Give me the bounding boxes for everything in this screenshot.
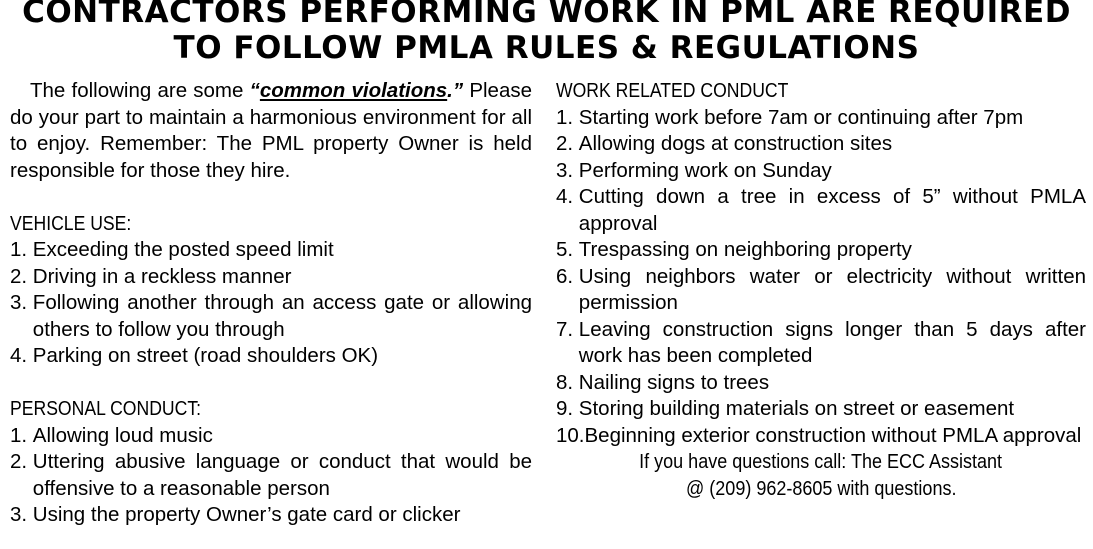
list-item <box>10 343 532 370</box>
contact-line-2: @ (209) 962-8605 with questions. <box>685 477 957 500</box>
item-number: 1. <box>10 238 33 261</box>
item-text: Trespassing on neighboring property <box>578 238 912 261</box>
item-number: 3. <box>10 503 33 526</box>
work-conduct-list <box>556 105 1086 450</box>
item-number: 10. <box>556 423 585 447</box>
item-number: 1. <box>556 105 579 129</box>
work-conduct-heading: WORK RELATED CONDUCT <box>556 80 789 102</box>
item-text: Storing building materials on street or easement <box>578 397 1015 420</box>
headline-line-2: TO FOLLOW PMLA RULES & REGULATIONS <box>173 30 920 66</box>
item-text: Using neighbors water or electricity without written permission <box>578 264 1086 314</box>
intro-paragraph <box>10 78 532 184</box>
intro-emphasis: “common violations.” <box>249 79 464 102</box>
list-item <box>10 237 532 264</box>
vehicle-use-heading: VEHICLE USE: <box>10 212 132 235</box>
list-item <box>556 396 1086 423</box>
vehicle-use-list <box>10 237 532 370</box>
list-item <box>556 131 1086 158</box>
item-text: Exceeding the posted speed limit <box>32 238 334 261</box>
item-text: Performing work on Sunday <box>578 158 832 182</box>
item-text: Beginning exterior construction without PMLA approval <box>584 423 1082 447</box>
item-text: Using the property Owner’s gate card or clicker <box>32 503 461 526</box>
intro-body: Please do your part to maintain a harmonious environment for all to enjoy. Remember: The PML property Owner is held responsible for those they hire. <box>10 79 533 182</box>
item-number: 2. <box>10 264 33 288</box>
item-number: 7. <box>556 317 579 341</box>
item-text: Cutting down a tree in excess of 5” without PMLA approval <box>578 185 1086 235</box>
list-item <box>556 158 1086 185</box>
item-number: 1. <box>10 423 33 447</box>
item-text: Leaving construction signs longer than 5 days after work has been completed <box>578 317 1086 367</box>
item-text: Parking on street (road shoulders OK) <box>32 344 379 367</box>
personal-conduct-heading: PERSONAL CONDUCT: <box>10 398 202 420</box>
item-text: Allowing dogs at construction sites <box>578 132 893 155</box>
item-number: 3. <box>556 158 579 182</box>
item-number: 2. <box>10 450 33 473</box>
list-item <box>10 264 532 291</box>
item-text: Driving in a reckless manner <box>32 264 292 288</box>
list-item <box>10 449 532 502</box>
list-item <box>556 423 1086 450</box>
item-text: Starting work before 7am or continuing after 7pm <box>578 105 1024 129</box>
left-column <box>10 78 532 529</box>
item-number: 5. <box>556 238 579 261</box>
right-column <box>556 78 1086 502</box>
item-text: Allowing loud music <box>32 423 213 447</box>
item-number: 6. <box>556 264 579 288</box>
list-item <box>10 423 532 450</box>
list-item <box>556 184 1086 237</box>
contact-info <box>556 449 1086 502</box>
personal-conduct-list <box>10 423 532 529</box>
list-item <box>556 105 1086 132</box>
item-number: 4. <box>556 185 579 208</box>
item-number: 3. <box>10 291 33 314</box>
intro-lead: The following are some <box>30 79 244 102</box>
item-number: 9. <box>556 397 579 420</box>
list-item <box>556 317 1086 370</box>
item-number: 2. <box>556 132 579 155</box>
item-text: Nailing signs to trees <box>578 370 770 394</box>
list-item <box>556 370 1086 397</box>
contact-line-1: If you have questions call: The ECC Assistant <box>639 451 1003 473</box>
item-number: 8. <box>556 370 579 394</box>
headline-line-1: CONTRACTORS PERFORMING WORK IN PML ARE REQUIRED <box>22 0 1071 30</box>
list-item <box>10 290 532 343</box>
list-item <box>556 237 1086 264</box>
item-number: 4. <box>10 344 33 367</box>
list-item <box>556 264 1086 317</box>
item-text: Uttering abusive language or conduct that would be offensive to a reasonable person <box>32 450 532 500</box>
item-text: Following another through an access gate or allowing others to follow you through <box>32 291 532 341</box>
list-item <box>10 502 532 529</box>
